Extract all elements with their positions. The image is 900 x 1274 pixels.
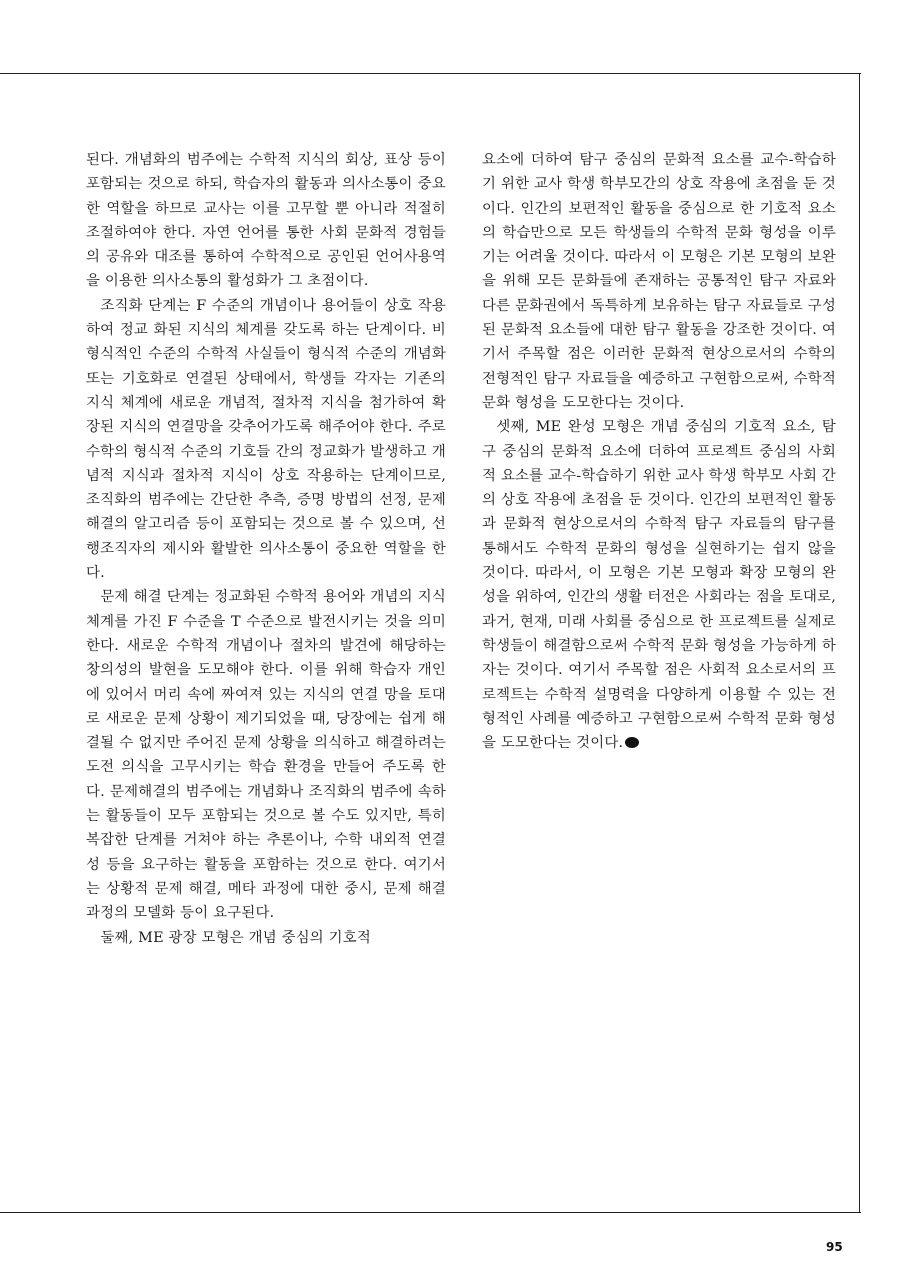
paragraph-organization-stage: 조직화 단계는 F 수준의 개념이나 용어들이 상호 작용하여 정교 화된 지식의 체계를 갖도록 하는 단계이다. 비 형식적인 수준의 수학적 사실들이 형식적 수준의 개념화 또는 기호화로 연결된 상태에서, 학생들 각자는 기존의 지식 체계에 새로운 개념적, 절차적 지식을 첨가하여 확장된 지식의 연결망을 갖추어가도록 해주어야 한다. 주로 수학의 형식적 수준의 기호들 간의 정교화가 발생하고 개념적 지식과 절차적 지식이 상호 작용하는 단계이므로, 조직화의 범주에는 간단한 추측, 증명 방법의 선정, 문제해결의 알고리즘 등이 포함되는 것으로 볼 수 있으며, 선행조직자의 제시와 활발한 의사소통이 중요한 역할을 한다.: [86, 297, 446, 582]
paragraph-third-model: [482, 415, 836, 755]
paragraph-second-model-continued: 요소에 더하여 탐구 중심의 문화적 요소를 교수-학습하기 위한 교사 학생 학부모간의 상호 작용에 초점을 둔 것이다. 인간의 보편적인 활동을 중심으로 한 기호적 요소의 학습만으로 모든 학생들의 수학적 문화 형성을 이루기는 어려울 것이다. 따라서 이 모형은 기본 모형의 보완을 위해 모든 문화들에 존재하는 공통적인 탐구 자료와 다른 문화권에서 독특하게 보유하는 탐구 자료들로 구성된 문화적 요소들에 대한 탐구 활동을 강조한 것이다. 여기서 주목할 점은 이러한 문화적 현상으로서의 수학의 전형적인 탐구 자료들을 예증하고 구현함으로써, 수학적 문화 형성을 도모한다는 것이다.: [482, 152, 836, 411]
right-column: [482, 148, 836, 755]
page-number: 95: [826, 1240, 843, 1254]
end-of-article-icon: [625, 737, 639, 748]
paragraph-problem-solving-stage: 문제 해결 단계는 정교화된 수학적 용어와 개념의 지식 체계를 가진 F 수준을 T 수준으로 발전시키는 것을 의미한다. 새로운 수학적 개념이나 절차의 발견에 해당하는 창의성의 발현을 도모해야 한다. 이를 위해 학습자 개인에 있어서 머리 속에 짜여져 있는 지식의 연결 망을 토대로 새로운 문제 상황이 제기되었을 때, 당장에는 쉽게 해결될 수 없지만 주어진 문제 상황을 의식하고 해결하려는 도전 의식을 고무시키는 학습 환경을 만들어 주도록 한다. 문제해결의 범주에는 개념화나 조직화의 범주에 속하는 활동들이 모두 포함되는 것으로 볼 수도 있지만, 특히 복잡한 단계를 거쳐야 하는 추론이나, 수학 내외적 연결성 등을 요구하는 활동을 포함하는 것으로 한다. 여기서는 상황적 문제 해결, 메타 과정에 대한 중시, 문제 해결 과정의 모델화 등이 요구된다.: [86, 589, 446, 922]
frame-bottom-rule: [0, 1212, 861, 1213]
paragraph-continuation: 된다. 개념화의 범주에는 수학적 지식의 회상, 표상 등이 포함되는 것으로 하되, 학습자의 활동과 의사소통이 중요한 역할을 하므로 교사는 이를 고무할 뿐 아니라 적절히 조절하여야 한다. 자연 언어를 통한 사회 문화적 경험들의 공유와 대조를 통하여 수학적으로 공인된 언어사용역을 이용한 의사소통의 활성화가 그 초점이다.: [86, 152, 446, 290]
paragraph-third-model-text: 셋째, ME 완성 모형은 개념 중심의 기호적 요소, 탐구 중심의 문화적 요소에 더하여 프로젝트 중심의 사회적 요소를 교수-학습하기 위한 교사 학생 학부모 사회 간의 상호 작용에 초점을 둔 것이다. 인간의 보편적인 활동과 문화적 현상으로서의 수학적 탐구 자료들의 탐구를 통해서도 수학적 문화의 형성을 실현하기는 쉽지 않을 것이다. 따라서, 이 모형은 기본 모형과 확장 모형의 완성을 위하여, 인간의 생활 터전은 사회라는 점을 토대로, 과거, 현재, 미래 사회를 중심으로 한 프로젝트를 실제로 학생들이 해결함으로써 수학적 문화 형성을 가능하게 하자는 것이다. 여기서 주목할 점은 사회적 요소로서의 프로젝트는 수학적 설명력을 다양하게 이용할 수 있는 전형적인 사례를 예증하고 구현함으로써 수학적 문화 형성을 도모한다는 것이다.: [482, 419, 836, 752]
frame-top-rule: [0, 73, 861, 74]
frame-right-rule: [859, 73, 860, 1213]
paragraph-second-model-start: 둘째, ME 광장 모형은 개념 중심의 기호적: [100, 929, 371, 946]
left-column: [86, 148, 446, 950]
